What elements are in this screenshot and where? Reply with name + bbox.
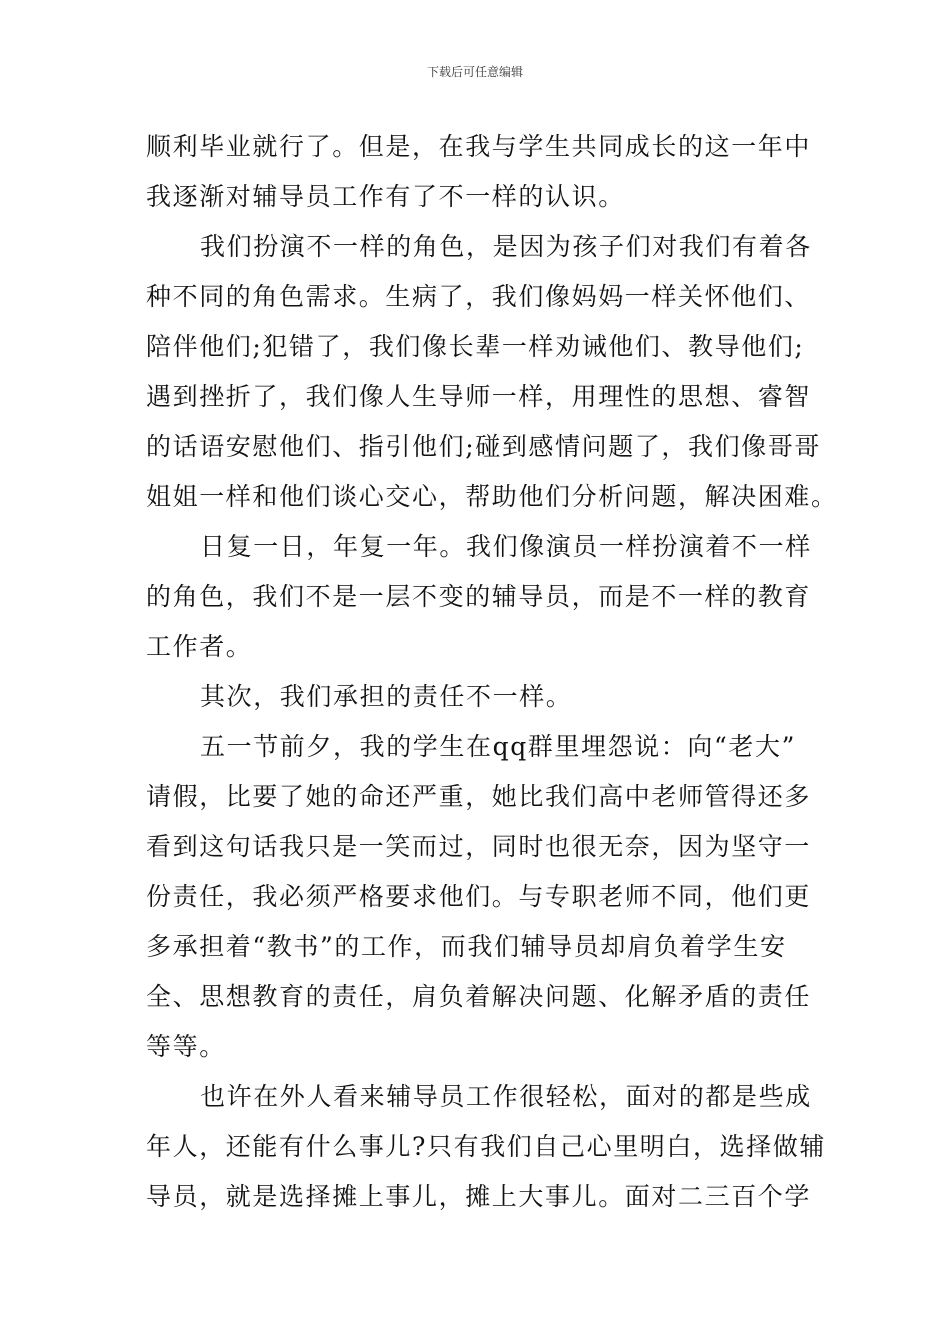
paragraph-start-line: 日复一日，年复一年。我们像演员一样扮演着不一样 [200,532,812,561]
text-line: 姐姐一样和他们谈心交心，帮助他们分析问题，解决困难。 [146,482,838,511]
text-line: 份责任，我必须严格要求他们。与专职老师不同，他们更 [146,882,812,911]
text-line: 请假，比要了她的命还严重，她比我们高中老师管得还多 [146,782,812,811]
text-line: 顺利毕业就行了。但是，在我与学生共同成长的这一年中 [146,132,812,161]
text-line: 工作者。 [146,632,253,661]
text-line: 全、思想教育的责任，肩负着解决问题、化解矛盾的责任 [146,982,812,1011]
text-line: 的角色，我们不是一层不变的辅导员，而是不一样的教育 [146,582,812,611]
page-header-note: 下载后可任意编辑 [426,65,523,79]
text-line: 我逐渐对辅导员工作有了不一样的认识。 [146,182,625,211]
text-line: 的话语安慰他们、指引他们;碰到感情问题了，我们像哥哥 [146,432,822,461]
document-body [146,122,838,1222]
paragraph-start-line: 其次，我们承担的责任不一样。 [200,682,573,711]
paragraph-start-line: 我们扮演不一样的角色，是因为孩子们对我们有着各 [200,232,812,261]
paragraph-start-line: 五一节前夕，我的学生在qq群里埋怨说：向“老大” [200,732,796,761]
text-line: 陪伴他们;犯错了，我们像长辈一样劝诫他们、教导他们; [146,332,805,361]
text-line: 看到这句话我只是一笑而过，同时也很无奈，因为坚守一 [146,832,812,861]
text-line: 等等。 [146,1032,226,1061]
text-line: 导员，就是选择摊上事儿，摊上大事儿。面对二三百个学 [146,1182,812,1211]
text-line: 多承担着“教书”的工作，而我们辅导员却肩负着学生安 [146,932,787,961]
text-line: 种不同的角色需求。生病了，我们像妈妈一样关怀他们、 [146,282,812,311]
paragraph-start-line: 也许在外人看来辅导员工作很轻松，面对的都是些成 [200,1082,812,1111]
text-line: 年人，还能有什么事儿?只有我们自己心里明白，选择做辅 [146,1132,827,1161]
text-line: 遇到挫折了，我们像人生导师一样，用理性的思想、睿智 [146,382,812,411]
